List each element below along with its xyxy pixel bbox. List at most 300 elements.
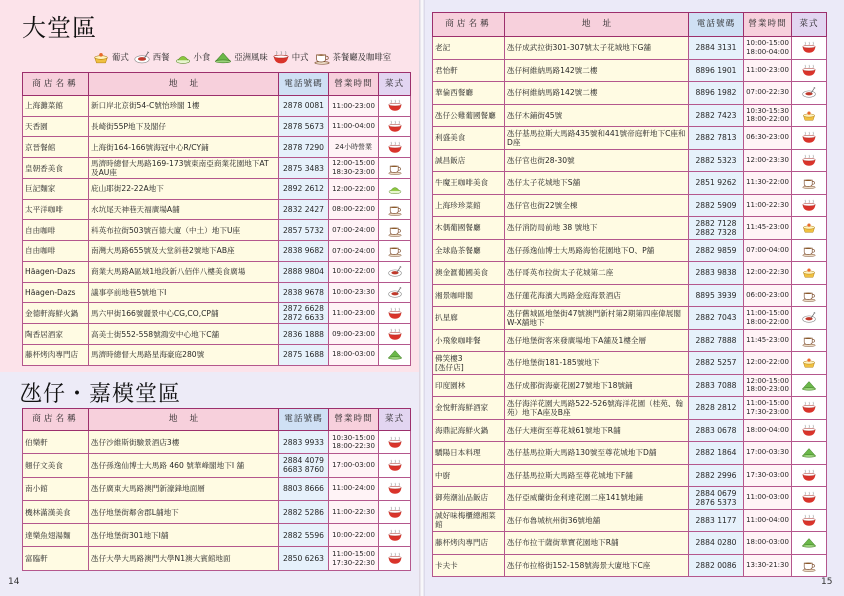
table-header-row	[23, 409, 411, 431]
column-header-hours: 營業時間	[329, 409, 379, 431]
opening-hours: 07:00-04:00	[744, 239, 792, 262]
opening-hours: 11:00-23:00	[329, 96, 379, 117]
shop-address: 氹仔太子花城地下S舖	[505, 172, 689, 195]
shop-address: 南灣大馬路655號及大堂斜巷2號地下AB座	[89, 241, 279, 262]
shop-name: 藤杯烤肉專門店	[23, 344, 89, 365]
table-row	[23, 547, 411, 570]
district-title-taipa: 氹仔・嘉模堂區	[20, 382, 182, 407]
table-row	[433, 419, 827, 442]
table-row	[433, 239, 827, 262]
table-row	[433, 397, 827, 420]
shop-address: 氹仔布拉干薩街華寶花園地下R舖	[505, 532, 689, 555]
cuisine-cell	[792, 172, 827, 195]
phone-number: 2828 2812	[689, 397, 744, 420]
opening-hours: 07:00-24:00	[329, 241, 379, 262]
cuisine-cell	[379, 324, 411, 345]
cuisine-cell	[792, 127, 827, 150]
cuisine-cell	[792, 194, 827, 217]
shop-address: 氹仔成武拉街301-307號太子花城地下G舖	[505, 37, 689, 60]
opening-hours: 06:00-23:00	[744, 284, 792, 307]
column-header-cuisine: 菜式	[792, 13, 827, 37]
table-row	[23, 158, 411, 179]
phone-number: 2872 6628 2872 6633	[279, 303, 329, 324]
portuguese-icon	[801, 109, 817, 122]
cuisine-cell	[379, 179, 411, 200]
column-header-hours: 營業時間	[744, 13, 792, 37]
legend-item-chinese	[272, 50, 309, 65]
table-row	[433, 37, 827, 60]
table-row	[433, 149, 827, 172]
shop-name: 利盛美食	[433, 127, 505, 150]
shop-address: 氹仔地堡街181-185號地下	[505, 352, 689, 375]
cuisine-cell	[792, 284, 827, 307]
portuguese-icon	[92, 50, 110, 65]
phone-number: 2832 2427	[279, 199, 329, 220]
shop-address: 氹仔哥英布拉街太子花城第二座	[505, 262, 689, 285]
table-row	[433, 532, 827, 555]
table-row	[433, 464, 827, 487]
table-row	[433, 442, 827, 465]
shop-name: 上海灘菜館	[23, 96, 89, 117]
cuisine-cell	[379, 261, 411, 282]
cuisine-cell	[792, 217, 827, 240]
table-row	[23, 199, 411, 220]
shop-name: 京晉餐館	[23, 137, 89, 158]
legend-label: 中式	[291, 52, 309, 62]
shop-address: 氹仔孫逸仙博士大馬路海怡花園地下O、P舖	[505, 239, 689, 262]
legend-label: 茶餐廳及咖啡室	[332, 52, 392, 62]
table-row	[433, 487, 827, 510]
opening-hours: 11:00-04:00	[329, 116, 379, 137]
phone-number: 2882 7128 2882 7328	[689, 217, 744, 240]
shop-name: 扒星廊	[433, 307, 505, 330]
chinese-icon	[387, 436, 403, 449]
table-row	[23, 324, 411, 345]
shop-name: Häagen-Dazs	[23, 261, 89, 282]
table-row	[433, 509, 827, 532]
shop-name: 皇朝香美食	[23, 158, 89, 179]
chinese-icon	[387, 506, 403, 519]
opening-hours: 11:00-15:00 17:30-23:00	[744, 397, 792, 420]
opening-hours: 07:00-22:30	[744, 82, 792, 105]
shop-address: 氹仔基馬拉斯大馬路130號至尊花城地下D舖	[505, 442, 689, 465]
chinese-icon	[387, 307, 403, 320]
shop-address: 氹仔柯維納馬路142號二樓	[505, 82, 689, 105]
phone-number: 2884 3131	[689, 37, 744, 60]
phone-number: 2838 9678	[279, 282, 329, 303]
opening-hours: 11:45-23:00	[744, 329, 792, 352]
table-row	[433, 104, 827, 127]
chinese-icon	[387, 141, 403, 154]
cuisine-cell	[792, 397, 827, 420]
opening-hours: 11:00-22:30	[744, 194, 792, 217]
cafe-icon	[387, 224, 403, 237]
phone-number: 8896 1982	[689, 82, 744, 105]
shop-address: 氹仔舊城區地堡街47號澳門新村第2期第四座偉展閣W-X舖地下	[505, 307, 689, 330]
column-header-phone: 電話號碼	[279, 409, 329, 431]
phone-number: 2883 1177	[689, 509, 744, 532]
shop-name: 澳金滙葡國美食	[433, 262, 505, 285]
phone-number: 2884 4079 6683 8760	[279, 454, 329, 477]
asian-icon	[214, 50, 232, 65]
chinese-icon	[387, 120, 403, 133]
chinese-icon	[801, 199, 817, 212]
table-row	[23, 220, 411, 241]
district-title-taitong: 大堂區	[22, 14, 97, 42]
opening-hours: 17:30-03:00	[744, 464, 792, 487]
table-row	[433, 59, 827, 82]
table-row	[433, 374, 827, 397]
legend-label: 亞洲風味	[234, 52, 268, 62]
shop-address: 長崎街55P地下及閣仔	[89, 116, 279, 137]
shop-name: 誠好味梅櫃總湘菜館	[433, 509, 505, 532]
shop-name: 御苑潮汕品飯店	[433, 487, 505, 510]
chinese-icon	[801, 514, 817, 527]
table-row	[23, 477, 411, 500]
phone-number: 2884 0280	[689, 532, 744, 555]
shop-address: 氹仔孫逸仙博士大馬路 460 號華峰閣地下I 舖	[89, 454, 279, 477]
table-row	[23, 303, 411, 324]
cafe-icon	[313, 50, 331, 65]
shop-name: 佛笑樓3 [氹仔店]	[433, 352, 505, 375]
chinese-icon	[801, 469, 817, 482]
shop-address: 高美士街552-558號鴻安中心地下C舖	[89, 324, 279, 345]
shop-address: 氹仔地堡街客來發廣場地下A舖及1樓全層	[505, 329, 689, 352]
phone-number: 2875 3483	[279, 158, 329, 179]
cuisine-cell	[379, 454, 411, 477]
cuisine-cell	[792, 442, 827, 465]
restaurant-table-taipa-right	[432, 12, 827, 577]
opening-hours: 24小時營業	[329, 137, 379, 158]
cuisine-cell	[379, 241, 411, 262]
phone-number: 2878 7290	[279, 137, 329, 158]
table-row	[433, 329, 827, 352]
table-row	[433, 172, 827, 195]
phone-number: 2882 5257	[689, 352, 744, 375]
phone-number: 2851 9262	[689, 172, 744, 195]
opening-hours: 10:00-22:00	[329, 524, 379, 547]
chinese-icon	[387, 552, 403, 565]
table-row	[23, 137, 411, 158]
shop-name: 氹仔公雞葡國餐廳	[433, 104, 505, 127]
shop-address: 氹仔消防局前地 38 號地下	[505, 217, 689, 240]
table-row	[23, 96, 411, 117]
shop-name: 印度園林	[433, 374, 505, 397]
chinese-icon	[801, 401, 817, 414]
cuisine-cell	[792, 82, 827, 105]
table-row	[433, 554, 827, 577]
legend-item-asian	[214, 50, 268, 65]
phone-number: 2882 9859	[689, 239, 744, 262]
table-row	[23, 282, 411, 303]
opening-hours: 10:00-22:00	[329, 261, 379, 282]
shop-name: 伯樂軒	[23, 431, 89, 454]
western-icon	[801, 86, 817, 99]
cuisine-legend	[92, 48, 395, 66]
phone-number: 2882 2996	[689, 464, 744, 487]
phone-number: 2882 7888	[689, 329, 744, 352]
opening-hours: 12:00-15:00 18:30-23:00	[329, 158, 379, 179]
shop-address: 氹仔亞威蘭街金利達花園二座141號地鋪	[505, 487, 689, 510]
shop-name: 華倫西餐廳	[433, 82, 505, 105]
shop-name: 太平洋咖啡	[23, 199, 89, 220]
cuisine-cell	[379, 116, 411, 137]
column-header-name: 商店名稱	[433, 13, 505, 37]
chinese-icon	[387, 459, 403, 472]
opening-hours: 11:00-23:00	[744, 59, 792, 82]
phone-number: 2892 2612	[279, 179, 329, 200]
opening-hours: 06:30-23:00	[744, 127, 792, 150]
opening-hours: 12:00-22:00	[329, 179, 379, 200]
cafe-icon	[801, 334, 817, 347]
shop-name: 老記	[433, 37, 505, 60]
phone-number: 2857 5732	[279, 220, 329, 241]
opening-hours: 12:00-22:30	[744, 262, 792, 285]
phone-number: 2878 0081	[279, 96, 329, 117]
shop-name: 巨記麵家	[23, 179, 89, 200]
shop-address: 馬濟時總督大馬路169-173號東南亞商業花園地下AT及AU座	[89, 158, 279, 179]
shop-address: 氹仔官也街22號全棟	[505, 194, 689, 217]
opening-hours: 18:00-03:00	[744, 532, 792, 555]
cuisine-cell	[792, 329, 827, 352]
shop-address: 氹仔基馬拉斯大馬路至尊花城地下F舖	[505, 464, 689, 487]
phone-number: 2882 5909	[689, 194, 744, 217]
shop-name: 機林滿漢美食	[23, 500, 89, 523]
legend-item-western	[133, 50, 170, 65]
cafe-icon	[387, 162, 403, 175]
phone-number: 2882 7043	[689, 307, 744, 330]
asian-icon	[387, 348, 403, 361]
portuguese-icon	[801, 221, 817, 234]
phone-number: 2882 1864	[689, 442, 744, 465]
cuisine-cell	[792, 419, 827, 442]
asian-icon	[801, 446, 817, 459]
shop-address: 氹仔布魯城杭州街36號地舖	[505, 509, 689, 532]
shop-name: 全球島茶餐廳	[433, 239, 505, 262]
shop-name: 牛魔王咖啡美食	[433, 172, 505, 195]
shop-name: 陶香居酒家	[23, 324, 89, 345]
shop-name: 誠昌飯店	[433, 149, 505, 172]
table-row	[433, 307, 827, 330]
phone-number: 2884 0679 2876 5373	[689, 487, 744, 510]
cuisine-cell	[379, 524, 411, 547]
shop-name: 達樂魚翅湯麵	[23, 524, 89, 547]
shop-address: 馬濟時總督大馬路星海豪庭280號	[89, 344, 279, 365]
shop-address: 氹仔沙維斯街驗景酒店3樓	[89, 431, 279, 454]
opening-hours: 11:30-22:00	[744, 172, 792, 195]
opening-hours: 11:00-15:00 18:00-22:00	[744, 307, 792, 330]
phone-number: 2882 0086	[689, 554, 744, 577]
shop-name: 卡夫卡	[433, 554, 505, 577]
column-header-address: 地址	[89, 409, 279, 431]
cuisine-cell	[379, 158, 411, 179]
phone-number: 2883 9838	[689, 262, 744, 285]
table-row	[23, 454, 411, 477]
shop-name: 富臨軒	[23, 547, 89, 570]
opening-hours: 17:00-03:00	[329, 454, 379, 477]
shop-name: 湘景咖啡閣	[433, 284, 505, 307]
shop-address: 氹仔廣東大馬路澳門新濠鋒地面層	[89, 477, 279, 500]
phone-number: 2875 1688	[279, 344, 329, 365]
opening-hours: 17:00-03:30	[744, 442, 792, 465]
opening-hours: 11:00-24:00	[329, 477, 379, 500]
table-header-row	[23, 73, 411, 96]
legend-item-cafe	[313, 50, 392, 65]
snack-icon	[174, 50, 192, 65]
western-icon	[801, 311, 817, 324]
shop-name: 金悅軒海鮮酒家	[433, 397, 505, 420]
chinese-icon	[801, 491, 817, 504]
restaurant-table-taitong	[22, 72, 411, 366]
table-row	[23, 431, 411, 454]
shop-address: 上海街164-166號海冠中心R/CY鋪	[89, 137, 279, 158]
legend-label: 西餐	[152, 52, 170, 62]
cuisine-cell	[379, 282, 411, 303]
cafe-icon	[801, 289, 817, 302]
opening-hours: 10:30-15:00 18:00-22:30	[329, 431, 379, 454]
column-header-name: 商店名稱	[23, 73, 89, 96]
phone-number: 2878 5673	[279, 116, 329, 137]
page-gutter	[419, 0, 425, 596]
cuisine-cell	[379, 500, 411, 523]
opening-hours: 13:30-21:30	[744, 554, 792, 577]
asian-icon	[801, 536, 817, 549]
cuisine-cell	[792, 352, 827, 375]
shop-address: 氹仔布拉格街152-158號海景大廈地下C座	[505, 554, 689, 577]
phone-number: 2883 7088	[689, 374, 744, 397]
shop-address: 氹仔官也街28-30號	[505, 149, 689, 172]
shop-name: 南小館	[23, 477, 89, 500]
cuisine-cell	[792, 307, 827, 330]
cafe-icon	[387, 203, 403, 216]
table-row	[23, 261, 411, 282]
chinese-icon	[801, 41, 817, 54]
chinese-icon	[801, 64, 817, 77]
table-row	[433, 82, 827, 105]
chinese-icon	[272, 50, 290, 65]
phone-number: 8803 8666	[279, 477, 329, 500]
cuisine-cell	[379, 344, 411, 365]
shop-name: 驕陽日本料理	[433, 442, 505, 465]
table-row	[23, 500, 411, 523]
legend-label: 小食	[193, 52, 211, 62]
portuguese-icon	[801, 266, 817, 279]
opening-hours: 11:00-04:00	[744, 509, 792, 532]
opening-hours: 10:30-15:30 18:00-22:00	[744, 104, 792, 127]
opening-hours: 11:00-15:00 17:30-22:30	[329, 547, 379, 570]
opening-hours: 18:00-04:00	[744, 419, 792, 442]
shop-address: 氹仔成都街海豪花園27號地下18號鋪	[505, 374, 689, 397]
opening-hours: 10:00-23:30	[329, 282, 379, 303]
cuisine-cell	[792, 104, 827, 127]
shop-address: 水坑尾天神巷天福廣場A舖	[89, 199, 279, 220]
cuisine-cell	[792, 487, 827, 510]
cuisine-cell	[792, 59, 827, 82]
column-header-cuisine: 菜式	[379, 73, 411, 96]
cuisine-cell	[379, 431, 411, 454]
opening-hours: 08:00-22:00	[329, 199, 379, 220]
western-icon	[387, 265, 403, 278]
cuisine-cell	[379, 199, 411, 220]
column-header-phone: 電話號碼	[279, 73, 329, 96]
cuisine-cell	[792, 374, 827, 397]
cuisine-cell	[792, 149, 827, 172]
shop-address: 氹仔地堡街301地下I舖	[89, 524, 279, 547]
shop-address: 科英布拉街503號百德大廈（中土）地下U座	[89, 220, 279, 241]
column-header-address: 地址	[89, 73, 279, 96]
table-row	[433, 352, 827, 375]
table-row	[23, 524, 411, 547]
shop-address: 庇山耶街22-22A地下	[89, 179, 279, 200]
shop-name: 木偶葡國餐廳	[433, 217, 505, 240]
column-header-hours: 營業時間	[329, 73, 379, 96]
shop-address: 氹仔蓮花海濱大馬路金庭海景酒店	[505, 284, 689, 307]
cuisine-cell	[792, 239, 827, 262]
cafe-icon	[801, 244, 817, 257]
shop-name: 藤杯烤肉專門店	[433, 532, 505, 555]
chinese-icon	[387, 482, 403, 495]
chinese-icon	[801, 424, 817, 437]
cuisine-cell	[792, 37, 827, 60]
phone-number: 8896 1901	[689, 59, 744, 82]
shop-address: 氹仔木鋪街45號	[505, 104, 689, 127]
shop-name: 翹仔文美食	[23, 454, 89, 477]
phone-number: 2882 7423	[689, 104, 744, 127]
snack-icon	[387, 182, 403, 195]
phone-number: 8895 3939	[689, 284, 744, 307]
shop-name: 金德軒海鮮火鍋	[23, 303, 89, 324]
shop-address: 新口岸北京街54-C號怡珍閣 1樓	[89, 96, 279, 117]
shop-name: 海鼎記海鮮火鍋	[433, 419, 505, 442]
table-row	[433, 127, 827, 150]
column-header-phone: 電話號碼	[689, 13, 744, 37]
legend-item-snack	[174, 50, 211, 65]
table-row	[433, 284, 827, 307]
cuisine-cell	[379, 137, 411, 158]
phone-number: 2850 6263	[279, 547, 329, 570]
restaurant-table-taipa-left	[22, 408, 411, 571]
opening-hours: 11:00-23:00	[329, 303, 379, 324]
opening-hours: 11:45-23:00	[744, 217, 792, 240]
cuisine-cell	[379, 303, 411, 324]
cuisine-cell	[379, 547, 411, 570]
table-row	[433, 194, 827, 217]
shop-address: 氹仔地堡街鄰舍郡L舖地下	[89, 500, 279, 523]
chinese-icon	[387, 529, 403, 542]
phone-number: 2836 1888	[279, 324, 329, 345]
shop-address: 氹仔大學大馬路澳門大學N1澳大賓館地面	[89, 547, 279, 570]
shop-name: Häagen-Dazs	[23, 282, 89, 303]
shop-address: 氹仔海洋花園大馬路522-526號海洋花園（桂苑、翰苑）地下A座及B座	[505, 397, 689, 420]
chinese-icon	[387, 99, 403, 112]
cuisine-cell	[792, 262, 827, 285]
table-row	[433, 262, 827, 285]
opening-hours: 10:00-15:00 18:00-04:00	[744, 37, 792, 60]
phone-number: 2882 5323	[689, 149, 744, 172]
opening-hours: 11:00-22:30	[329, 500, 379, 523]
page-number-left: 14	[8, 577, 20, 587]
table-row	[23, 344, 411, 365]
shop-address: 氹仔大連街至尊花城61號地下R舖	[505, 419, 689, 442]
cafe-icon	[801, 559, 817, 572]
portuguese-icon	[801, 356, 817, 369]
cafe-icon	[387, 244, 403, 257]
table-header-row	[433, 13, 827, 37]
shop-name: 自由咖啡	[23, 241, 89, 262]
shop-name: 上海珍珍菜館	[433, 194, 505, 217]
opening-hours: 12:00-15:00 18:00-23:00	[744, 374, 792, 397]
shop-name: 天香園	[23, 116, 89, 137]
